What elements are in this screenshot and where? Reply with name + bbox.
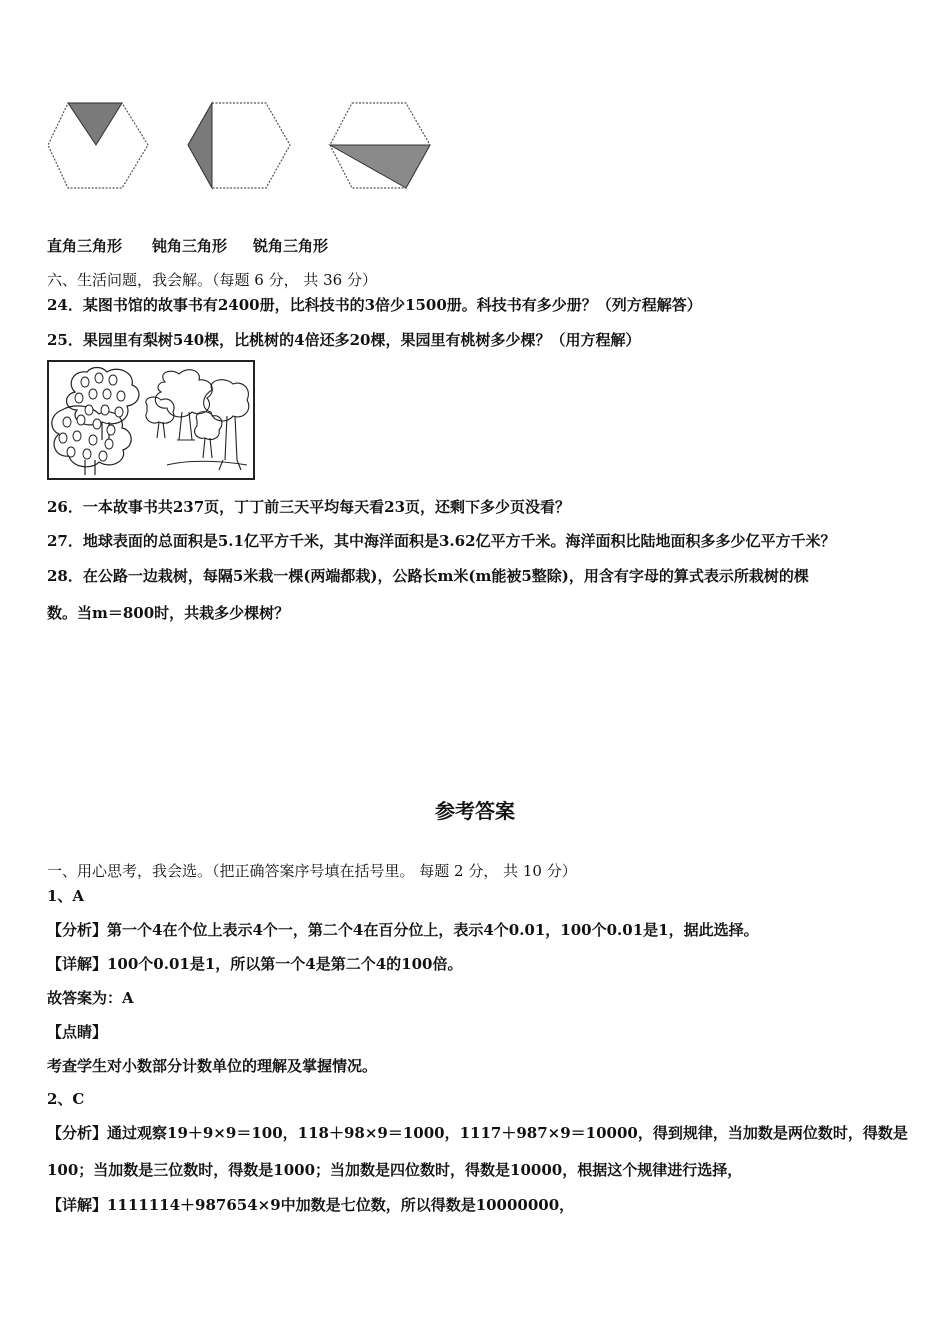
- figure-captions: [47, 235, 328, 256]
- question-28-line1: 28．在公路一边栽树，每隔5米栽一棵(两端都栽)，公路长m米(m能被5整除)，用含有字母的算式表示所栽树的棵: [47, 567, 809, 585]
- answer-2-label: 2、C: [47, 1090, 85, 1108]
- question-27: 27．地球表面的总面积是5.1亿平方千米，其中海洋面积是3.62亿平方千米。海洋面积比陆地面积多多少亿平方千米？: [47, 532, 836, 550]
- hexagon-figures: [40, 95, 460, 200]
- question-26: 26．一本故事书共237页，丁丁前三天平均每天看23页，还剩下多少页没看？: [47, 498, 571, 516]
- answer-1-result: 故答案为：A: [47, 989, 134, 1007]
- answer-1-point: 考查学生对小数部分计数单位的理解及掌握情况。: [47, 1057, 378, 1075]
- question-24: 24．某图书馆的故事书有2400册，比科技书的3倍少1500册。科技书有多少册？（列方程解答）: [47, 296, 702, 314]
- answer-2-analysis-line2: 100；当加数是三位数时，得数是1000；当加数是四位数时，得数是10000，根据这个规律进行选择，: [47, 1161, 743, 1179]
- question-25: 25．果园里有梨树540棵，比桃树的4倍还多20棵，果园里有桃树多少棵？（用方程解）: [47, 331, 641, 349]
- hexagon-figure-3: [330, 103, 430, 188]
- question-28-line2: 数。当m＝800时，共栽多少棵树？: [47, 604, 290, 622]
- answers-section1-heading: 一、用心思考，我会选。（把正确答案序号填在括号里。 每题 2 分， 共 10 分）: [47, 862, 577, 880]
- answer-1-label: 1、A: [47, 887, 85, 905]
- caption-right-triangle: 直角三角形: [47, 237, 123, 255]
- hexagon-figure-2: [188, 103, 290, 188]
- answer-1-detail: 【详解】100个0.01是1，所以第一个4是第二个4的100倍。: [47, 955, 463, 973]
- section6-heading: 六、生活问题，我会解。（每题 6 分， 共 36 分）: [47, 271, 377, 289]
- caption-obtuse-triangle: 钝角三角形: [152, 237, 228, 255]
- answers-title: 参考答案: [435, 799, 515, 823]
- orchard-illustration: [47, 360, 255, 480]
- answer-2-analysis-line1: 【分析】通过观察19＋9×9＝100，118＋98×9＝1000，1117＋987×9＝10000，得到规律，当加数是两位数时，得数是: [47, 1124, 908, 1142]
- answer-1-analysis: 【分析】第一个4在个位上表示4个一，第二个4在百分位上，表示4个0.01，100个0.01是1，据此选择。: [47, 921, 759, 939]
- answer-1-point-label: 【点睛】: [47, 1023, 108, 1041]
- answer-2-detail: 【详解】1111114＋987654×9中加数是七位数，所以得数是10000000，: [47, 1196, 575, 1214]
- hexagon-figure-1: [48, 103, 148, 188]
- caption-acute-triangle: 锐角三角形: [253, 237, 329, 255]
